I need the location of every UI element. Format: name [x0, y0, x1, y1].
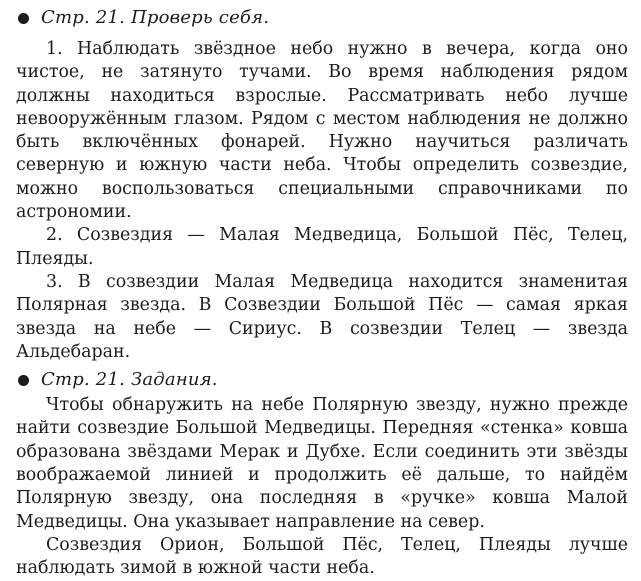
task-paragraph-2: Созвездия Орион, Большой Пёс, Телец, Плеяды лучше наблюдать зимой в южной части неба.: [16, 534, 628, 579]
answer-paragraph-1: 1. Наблюдать звёздное небо нужно в вечера, когда оно чистое, не затянуто тучами. Во время наблюдения рядом должны находиться взрослые. Рассматривать небо лучше невооружённым глазом. Рядом с местом наблюдения не должно быть включённых фонарей. Нужно научиться различать северную и южную части неба. Чтобы определить созвездие, можно воспользоваться специальными справочниками по астрономии.: [16, 39, 628, 223]
section-heading-text: Стр. 21. Проверь себя.: [41, 7, 270, 28]
answer-paragraph-2: 2. Созвездия — Малая Медведица, Большой Пёс, Телец, Плеяды.: [16, 225, 628, 269]
section-heading-text: Стр. 21. Задания.: [41, 369, 218, 391]
answer-paragraph-3: 3. В созвездии Малая Медведица находится знаменитая Полярная звезда. В Созвездии Большой Пёс — самая яркая звезда на небе — Сириус. В созвездии Телец — звезда Альдебаран.: [16, 271, 628, 362]
section-heading-check-yourself: [16, 6, 628, 30]
task-paragraph-1: Чтобы обнаружить на небе Полярную звезду, нужно прежде найти созвездие Большой Медведицы. Передняя «стенка» ковша образована звёздами Мерак и Дубхе. Если соединить эти звёзды воображаемой линией и продолжить её дальше, то найдём Полярную звезду, она последняя в «ручке» ковша Малой Медведицы. Она указывает направление на север.: [16, 395, 628, 532]
section-heading-tasks: [16, 368, 628, 392]
bullet-icon: [18, 375, 29, 386]
bullet-icon: [18, 13, 29, 24]
textbook-page: [16, 6, 628, 581]
